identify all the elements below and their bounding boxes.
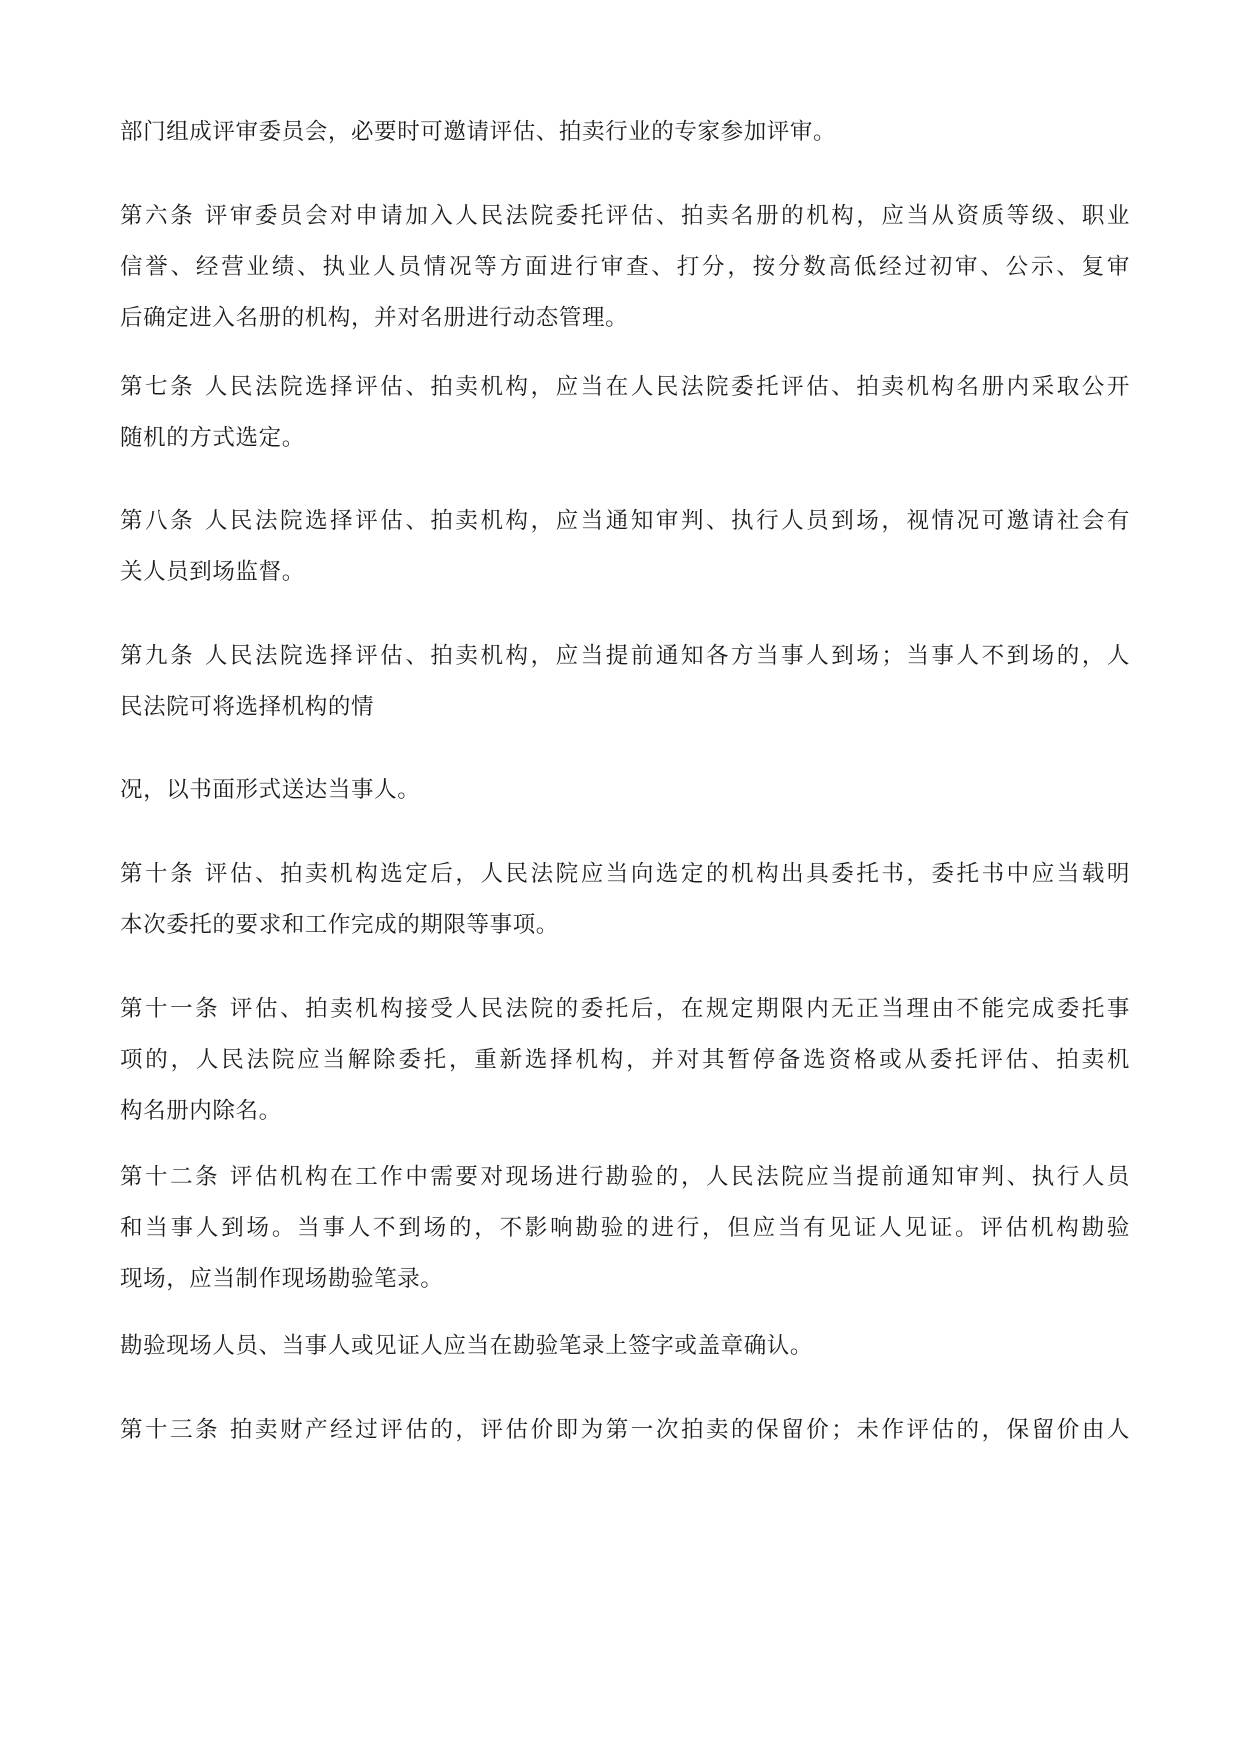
text-line: 现场，应当制作现场勘验笔录。 (120, 1266, 444, 1292)
article-6 (120, 191, 1130, 344)
article-12 (120, 1152, 1130, 1305)
text-line: 勘验现场人员、当事人或见证人应当在勘验笔录上签字或盖章确认。 (120, 1333, 814, 1359)
text-line: 随机的方式选定。 (120, 425, 305, 451)
article-12-continuation (120, 1321, 1130, 1372)
paragraph-continuation (120, 107, 1130, 158)
text-line: 构名册内除名。 (120, 1098, 282, 1124)
text-line: 项的，人民法院应当解除委托，重新选择机构，并对其暂停备选资格或从委托评估、拍卖机 (120, 1047, 1130, 1073)
text-line: 本次委托的要求和工作完成的期限等事项。 (120, 912, 559, 938)
article-9-continuation (120, 765, 1130, 816)
text-line: 关人员到场监督。 (120, 559, 305, 585)
text-line: 和当事人到场。当事人不到场的，不影响勘验的进行，但应当有见证人见证。评估机构勘验 (120, 1215, 1130, 1241)
text-line: 第十三条 拍卖财产经过评估的，评估价即为第一次拍卖的保留价；未作评估的，保留价由人 (120, 1417, 1130, 1443)
article-10 (120, 849, 1130, 951)
text-line: 信誉、经营业绩、执业人员情况等方面进行审查、打分，按分数高低经过初审、公示、复审 (120, 254, 1130, 280)
text-line: 第八条 人民法院选择评估、拍卖机构，应当通知审判、执行人员到场，视情况可邀请社会有 (120, 508, 1130, 534)
text-line: 第十二条 评估机构在工作中需要对现场进行勘验的，人民法院应当提前通知审判、执行人员 (120, 1164, 1130, 1190)
article-11 (120, 984, 1130, 1137)
text-line: 民法院可将选择机构的情 (120, 694, 375, 720)
text-line: 第七条 人民法院选择评估、拍卖机构，应当在人民法院委托评估、拍卖机构名册内采取公开 (120, 374, 1130, 400)
text-line: 第十条 评估、拍卖机构选定后，人民法院应当向选定的机构出具委托书，委托书中应当载明 (120, 861, 1130, 887)
text-line: 后确定进入名册的机构，并对名册进行动态管理。 (120, 305, 629, 331)
text-line: 第六条 评审委员会对申请加入人民法院委托评估、拍卖名册的机构，应当从资质等级、职业 (120, 203, 1130, 229)
article-9 (120, 631, 1130, 733)
article-8 (120, 496, 1130, 598)
article-13 (120, 1405, 1130, 1456)
text-line: 况，以书面形式送达当事人。 (120, 777, 421, 803)
text-line: 第九条 人民法院选择评估、拍卖机构，应当提前通知各方当事人到场；当事人不到场的，人 (120, 643, 1130, 669)
article-7 (120, 362, 1130, 464)
text-line: 部门组成评审委员会，必要时可邀请评估、拍卖行业的专家参加评审。 (120, 119, 837, 145)
text-line: 第十一条 评估、拍卖机构接受人民法院的委托后，在规定期限内无正当理由不能完成委托事 (120, 996, 1130, 1022)
